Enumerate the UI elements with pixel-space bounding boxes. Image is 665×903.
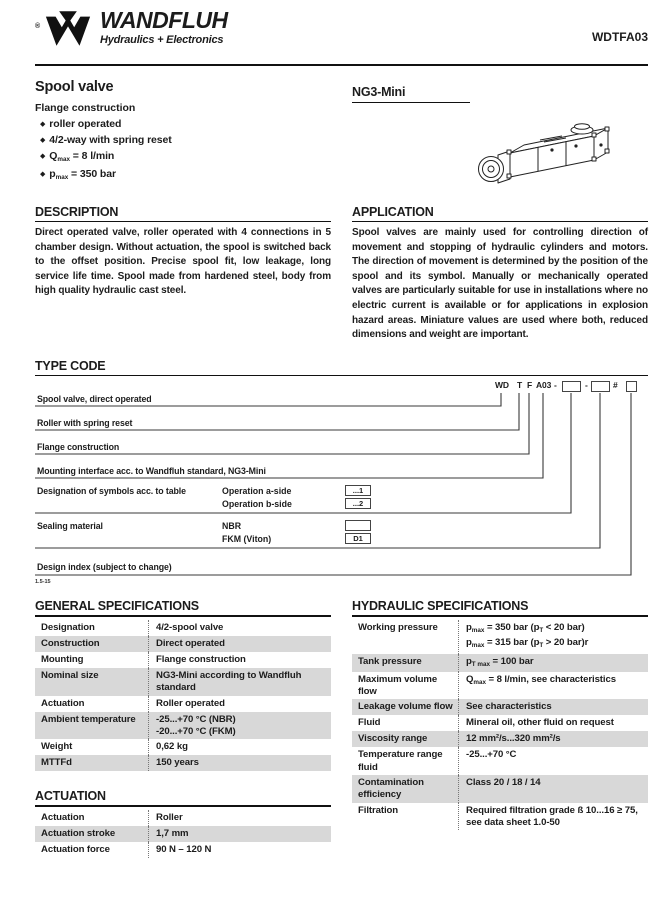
operation-a-label: Operation a-side — [222, 486, 292, 496]
spec-value: $p_{max} = 350$ bar ($p_T < 20$ bar) $p_{max} = 315$ bar ($p_T > 20$ bar)r — [458, 620, 648, 654]
table-row — [35, 826, 331, 842]
table-row — [35, 636, 331, 652]
operation-a-box: ...1 — [345, 485, 371, 496]
table-row — [352, 620, 648, 654]
table-row — [352, 775, 648, 803]
diamond-bullet-icon: ◆ — [40, 171, 46, 178]
specifications-row — [35, 599, 648, 858]
application-section — [352, 205, 648, 357]
type-code-label: Mounting interface acc. to Wandfluh standard, NG3-Mini — [37, 466, 266, 476]
code-part: A03 — [536, 380, 552, 390]
code-separator: - — [585, 380, 588, 390]
wandfluh-w-icon — [45, 10, 91, 48]
spec-label: MTTFd — [41, 757, 72, 769]
code-box-design-index — [626, 381, 637, 392]
spec-label: Actuation stroke — [41, 828, 116, 840]
description-heading: DESCRIPTION — [35, 205, 331, 222]
header — [35, 8, 648, 56]
size-heading: NG3-Mini — [352, 85, 470, 103]
table-row — [35, 842, 331, 858]
bullet-item — [35, 149, 331, 167]
intro-section — [35, 79, 648, 201]
operation-b-label: Operation b-side — [222, 499, 292, 509]
operation-b-box: ...2 — [345, 498, 371, 509]
brand-block — [100, 8, 228, 46]
table-row — [352, 699, 648, 715]
bullet-item — [35, 117, 331, 133]
table-row — [35, 712, 331, 740]
spec-value: 1,7 mm — [148, 826, 331, 842]
spec-value: NG3-Mini according to Wandfluh standard — [148, 668, 331, 696]
intro-left — [35, 79, 331, 201]
table-row — [352, 803, 648, 831]
valve-isometric-drawing-icon — [470, 119, 620, 201]
doc-code: WDTFA03 — [591, 30, 648, 44]
fkm-box: D1 — [345, 533, 371, 544]
table-row — [35, 696, 331, 712]
spec-value: -25...+70 °C — [458, 747, 648, 775]
wandfluh-logo — [35, 8, 228, 48]
code-box-symbol — [562, 381, 581, 392]
spec-value: Roller — [148, 810, 331, 826]
type-code-label: Spool valve, direct operated — [37, 394, 152, 404]
table-row — [35, 755, 331, 771]
general-specs-heading: GENERAL SPECIFICATIONS — [35, 599, 331, 617]
actuation-heading: ACTUATION — [35, 789, 331, 807]
spec-value: -25...+70 °C (NBR) -20...+70 °C (FKM) — [148, 712, 331, 740]
spec-value: 0,62 kg — [148, 739, 331, 755]
bullet-text: $Q_{max} = 8$ l/min — [49, 150, 115, 163]
spec-label: Weight — [41, 741, 73, 753]
general-specs-section — [35, 599, 331, 858]
table-row — [35, 668, 331, 696]
actuation-table — [35, 810, 331, 858]
bullet-text: 4/2-way with spring reset — [49, 134, 172, 146]
spec-value: Flange construction — [148, 652, 331, 668]
application-body: Spool valves are mainly used for controlling direction of movement and stopping of hydraulic cylinders and motors. The direction of movement is determined by the position of the spool and its symbol. Manually or mechanically operated valves are particularly suitable for use in installations where no electric current is available or for applications in explosion hazard areas. Miniature values are used where both, reduced dimensions and weight are important. — [352, 227, 648, 341]
hydraulic-specs-section — [352, 599, 648, 858]
spec-label: Temperature range fluid — [358, 749, 443, 773]
code-box-sealing — [591, 381, 610, 392]
fkm-label: FKM (Viton) — [222, 534, 272, 544]
spec-value: See characteristics — [458, 699, 648, 715]
spec-value: Roller operated — [148, 696, 331, 712]
spec-label: Actuation — [41, 697, 85, 709]
type-code-diagram — [35, 376, 648, 592]
diamond-bullet-icon: ◆ — [40, 121, 46, 128]
hydraulic-specs-table — [352, 620, 648, 830]
bullet-list — [35, 117, 331, 185]
spec-label: Leakage volume flow — [358, 701, 453, 713]
intro-right — [352, 79, 648, 201]
code-part: F — [527, 380, 533, 390]
spec-label: Contamination efficiency — [358, 777, 424, 801]
bullet-item — [35, 167, 331, 185]
footnote: 1.5-15 — [35, 579, 51, 585]
bullet-text: roller operated — [49, 118, 122, 130]
code-part: T — [517, 380, 523, 390]
type-code-label: Designation of symbols acc. to table — [37, 486, 186, 496]
spec-value: 90 N – 120 N — [148, 842, 331, 858]
table-row — [35, 620, 331, 636]
code-hash: # — [613, 380, 618, 390]
actuation-section — [35, 789, 331, 858]
type-code-heading: TYPE CODE — [35, 359, 648, 376]
type-code-connector-lines — [35, 376, 648, 592]
spec-value: Mineral oil, other fluid on request — [458, 715, 648, 731]
spec-value: $p_{T max} = 100$ bar — [458, 654, 648, 672]
type-code-label: Roller with spring reset — [37, 418, 133, 428]
table-row — [352, 654, 648, 672]
table-row — [352, 672, 648, 700]
spec-label: Tank pressure — [358, 655, 422, 667]
code-separator: - — [554, 380, 557, 390]
spec-value: Direct operated — [148, 636, 331, 652]
bullet-text: $p_{max} = 350$ bar — [49, 168, 116, 181]
table-row — [352, 731, 648, 747]
application-heading: APPLICATION — [352, 205, 648, 222]
brand-tagline: Hydraulics + Electronics — [100, 34, 224, 46]
type-code-section — [35, 359, 648, 592]
table-row — [35, 739, 331, 755]
spec-label: Filtration — [358, 804, 399, 816]
table-row — [352, 715, 648, 731]
spec-label: Working pressure — [358, 622, 438, 633]
code-part: WD — [495, 380, 509, 390]
registered-mark: ® — [35, 23, 41, 30]
spec-label: Actuation force — [41, 844, 110, 856]
hydraulic-specs-heading: HYDRAULIC SPECIFICATIONS — [352, 599, 648, 617]
type-code-label: Sealing material — [37, 521, 103, 531]
description-body: Direct operated valve, roller operated with 4 connections in 5 chamber design. Without actuation, the spool is switched back to the offset position. Precise spool fit, low leakage, long service life time. Spool made from hardened steel, body from high quality hydraulic cast steel. — [35, 227, 331, 297]
spec-label: Construction — [41, 638, 100, 649]
spec-label: Nominal size — [41, 670, 99, 681]
description-application-row — [35, 205, 648, 357]
diamond-bullet-icon: ◆ — [40, 153, 46, 160]
diamond-bullet-icon: ◆ — [40, 137, 46, 144]
table-row — [35, 652, 331, 668]
type-code-label: Flange construction — [37, 442, 120, 452]
nbr-box — [345, 520, 371, 531]
header-rule — [35, 64, 648, 66]
spec-label: Actuation — [41, 812, 85, 824]
spec-label: Maximum volume flow — [358, 673, 438, 698]
table-row — [35, 810, 331, 826]
spec-value: 150 years — [148, 755, 331, 771]
brand-name: WANDFLUH — [100, 7, 228, 33]
table-row — [352, 747, 648, 775]
spec-label: Fluid — [358, 717, 381, 729]
spec-label: Viscosity range — [358, 733, 428, 745]
flange-subtitle: Flange construction — [35, 102, 136, 114]
nbr-label: NBR — [222, 521, 242, 531]
page-title: Spool valve — [35, 79, 114, 95]
spec-value: Required filtration grade ß 10...16 ≥ 75, see data sheet 1.0-50 — [458, 803, 648, 831]
spec-value: Class 20 / 18 / 14 — [458, 775, 648, 803]
bullet-item — [35, 133, 331, 149]
spec-label: Ambient temperature — [41, 713, 136, 725]
type-code-label: Design index (subject to change) — [37, 562, 172, 572]
spec-label: Mounting — [41, 654, 84, 665]
spec-value: 12 mm²/s...320 mm²/s — [458, 731, 648, 747]
general-specs-table — [35, 620, 331, 771]
description-section — [35, 205, 331, 357]
spec-value: $Q_{max} = 8$ l/min, see characteristics — [458, 672, 648, 700]
spec-value: 4/2-spool valve — [148, 620, 331, 636]
spec-label: Designation — [41, 622, 95, 633]
